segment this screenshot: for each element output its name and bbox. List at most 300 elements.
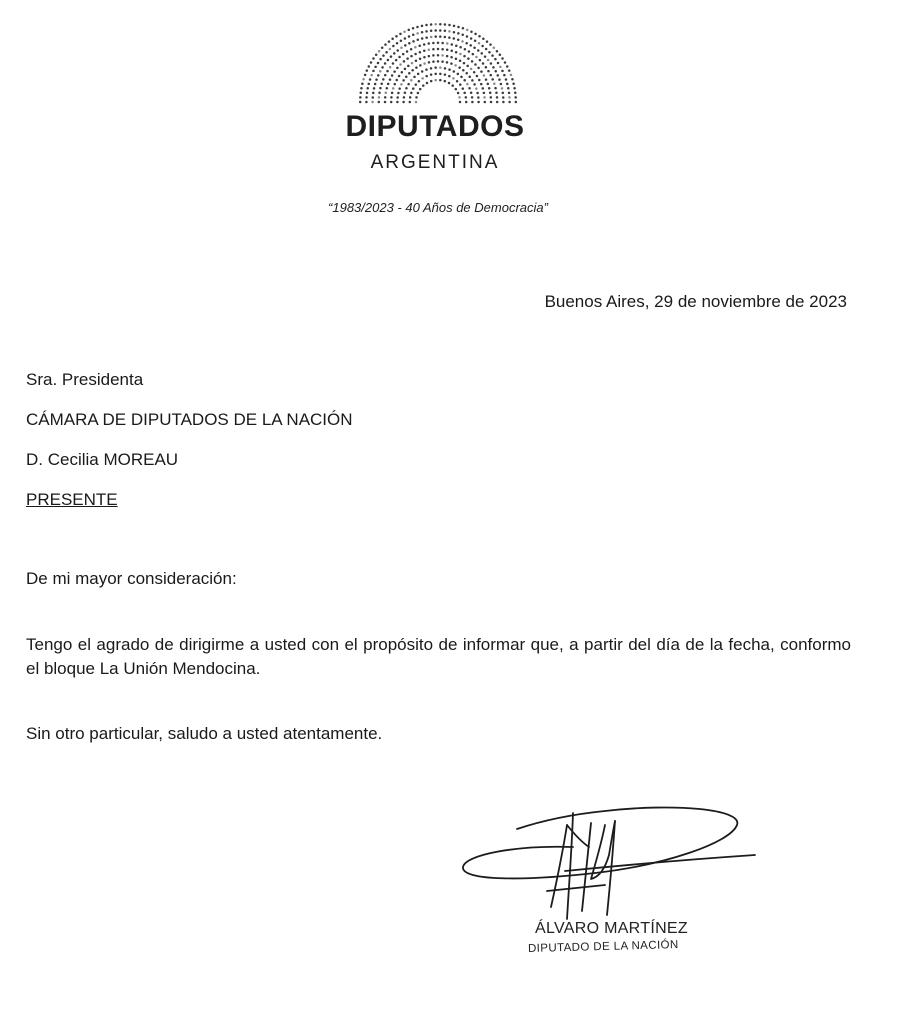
emblem-seat-dot	[401, 71, 404, 74]
emblem-seat-dot	[404, 37, 407, 40]
emblem-seat-dot	[471, 96, 474, 99]
emblem-seat-dot	[437, 60, 440, 63]
emblem-seat-dot	[378, 101, 381, 104]
emblem-seat-dot	[508, 96, 511, 99]
emblem-seat-dot	[379, 58, 382, 61]
emblem-seat-dot	[384, 96, 387, 99]
emblem-seat-dot	[378, 91, 381, 94]
emblem-seat-dot	[426, 82, 429, 85]
emblem-seat-dot	[483, 74, 486, 77]
emblem-seat-dot	[488, 51, 491, 54]
emblem-seat-dot	[415, 59, 418, 62]
emblem-seat-dot	[396, 96, 399, 99]
emblem-seat-dot	[448, 30, 451, 33]
emblem-seat-dot	[360, 92, 363, 95]
emblem-seat-dot	[437, 48, 440, 51]
emblem-seat-dot	[470, 31, 473, 34]
emblem-seat-dot	[432, 54, 435, 57]
emblem-seat-dot	[459, 101, 462, 104]
emblem-seat-dot	[477, 96, 480, 99]
emblem-seat-dot	[467, 57, 470, 60]
emblem-seat-dot	[452, 77, 455, 80]
emblem-seat-dot	[450, 62, 453, 65]
emblem-seat-dot	[453, 37, 456, 40]
emblem-seat-dot	[392, 87, 395, 90]
emblem-seat-dot	[391, 38, 394, 41]
emblem-seat-dot	[494, 70, 497, 73]
emblem-seat-dot	[468, 75, 471, 78]
emblem-seat-dot	[391, 92, 394, 95]
emblem-seat-dot	[508, 92, 511, 95]
emblem-seat-dot	[441, 48, 444, 51]
emblem-seat-dot	[483, 92, 486, 95]
emblem-seat-dot	[465, 96, 468, 99]
emblem-seat-dot	[377, 74, 380, 77]
emblem-seat-dot	[403, 31, 406, 34]
emblem-seat-dot	[398, 75, 401, 78]
emblem-seat-dot	[441, 60, 444, 63]
emblem-seat-dot	[457, 26, 460, 29]
emblem-seat-dot	[381, 47, 384, 50]
emblem-seat-dot	[379, 87, 382, 90]
emblem-seat-dot	[408, 72, 411, 75]
emblem-seat-dot	[409, 96, 412, 99]
emblem-seat-dot	[425, 68, 428, 71]
emblem-seat-dot	[439, 66, 442, 69]
emblem-seat-dot	[477, 67, 480, 70]
emblem-seat-dot	[392, 45, 395, 48]
emblem-seat-dot	[485, 78, 488, 81]
emblem-seat-dot	[502, 96, 505, 99]
emblem-seat-dot	[402, 101, 405, 104]
emblem-seat-dot	[412, 27, 415, 30]
emblem-seat-dot	[457, 92, 460, 95]
emblem-seat-dot	[419, 58, 422, 61]
emblem-seat-dot	[404, 91, 407, 94]
emblem-seat-dot	[444, 23, 447, 26]
emblem-seat-dot	[437, 54, 440, 57]
emblem-seat-dot	[453, 31, 456, 34]
emblem-seat-dot	[414, 46, 417, 49]
emblem-seat-dot	[499, 54, 502, 57]
emblem-seat-dot	[486, 40, 489, 43]
emblem-seat-dot	[395, 35, 398, 38]
addressee-chamber: CÁMARA DE DIPUTADOS DE LA NACIÓN	[26, 410, 353, 429]
emblem-seat-dot	[403, 60, 406, 63]
emblem-seat-dot	[419, 64, 422, 67]
emblem-seat-dot	[430, 80, 433, 83]
letter-closing: Sin otro particular, saludo a usted atentamente.	[26, 724, 383, 743]
emblem-seat-dot	[423, 50, 426, 53]
emblem-seat-dot	[400, 47, 403, 50]
emblem-seat-dot	[515, 101, 518, 104]
emblem-seat-dot	[418, 80, 421, 83]
emblem-seat-dot	[371, 101, 374, 104]
emblem-seat-dot	[480, 83, 483, 86]
emblem-seat-dot	[384, 62, 387, 64]
emblem-seat-dot	[389, 48, 392, 51]
emblem-seat-dot	[428, 55, 431, 58]
emblem-seat-dot	[459, 46, 462, 49]
emblem-seat-dot	[421, 37, 424, 40]
emblem-seat-dot	[423, 43, 426, 46]
emblem-seat-dot	[463, 79, 466, 82]
emblem-seat-dot	[385, 51, 388, 54]
emblem-seat-dot	[372, 96, 375, 99]
emblem-seat-dot	[494, 58, 497, 61]
emblem-seat-dot	[464, 48, 467, 51]
addressee-name: D. Cecilia MOREAU	[26, 450, 179, 469]
emblem-seat-dot	[470, 68, 473, 71]
emblem-seat-dot	[365, 96, 368, 99]
emblem-seat-dot	[430, 23, 433, 26]
emblem-seat-dot	[508, 101, 511, 104]
emblem-seat-dot	[396, 101, 399, 104]
emblem-seat-dot	[430, 67, 433, 70]
emblem-seat-dot	[430, 73, 433, 76]
addressee-title: Sra. Presidenta	[26, 370, 144, 389]
emblem-seat-dot	[390, 101, 393, 104]
emblem-seat-dot	[473, 83, 476, 86]
emblem-seat-dot	[370, 74, 373, 77]
emblem-seat-dot	[463, 92, 466, 95]
emblem-seat-dot	[448, 68, 451, 71]
emblem-seat-dot	[427, 42, 430, 45]
emblem-seat-dot	[490, 74, 493, 77]
emblem-seat-dot	[405, 75, 408, 78]
emblem-seat-dot	[513, 87, 516, 90]
emblem-seat-dot	[413, 76, 416, 79]
emblem-seat-dot	[487, 83, 490, 86]
emblem-seat-dot	[462, 69, 465, 72]
emblem-seat-dot	[421, 77, 424, 80]
emblem-seat-dot	[441, 42, 444, 45]
emblem-seat-dot	[395, 79, 398, 82]
emblem-seat-dot	[465, 42, 468, 45]
signer-role: DIPUTADO DE LA NACIÓN	[527, 939, 679, 955]
emblem-seat-dot	[497, 62, 500, 65]
emblem-seat-dot	[465, 72, 468, 75]
emblem-seat-dot	[458, 66, 461, 69]
emblem-seat-dot	[366, 87, 369, 90]
emblem-seat-dot	[425, 36, 428, 39]
emblem-seat-dot	[507, 87, 510, 90]
emblem-seat-dot	[466, 35, 469, 38]
emblem-seat-dot	[459, 59, 462, 62]
emblem-seat-dot	[388, 40, 391, 43]
emblem-seat-dot	[389, 78, 392, 81]
emblem-seat-dot	[368, 65, 371, 68]
emblem-seat-dot	[439, 29, 442, 32]
emblem-seat-dot	[457, 73, 460, 76]
emblem-seat-dot	[487, 70, 490, 73]
emblem-seat-dot	[498, 78, 501, 81]
emblem-seat-dot	[466, 29, 469, 32]
emblem-seat-dot	[463, 55, 466, 58]
emblem-seat-dot	[514, 96, 517, 99]
letterhead-motto: “1983/2023 - 40 Años de Democracia”	[328, 200, 548, 215]
emblem-seat-dot	[380, 82, 383, 85]
emblem-seat-dot	[359, 101, 362, 104]
emblem-seat-dot	[474, 63, 477, 66]
emblem-seat-dot	[396, 67, 399, 70]
emblem-seat-dot	[425, 75, 428, 78]
emblem-seat-dot	[493, 82, 496, 85]
emblem-seat-dot	[455, 51, 458, 54]
emblem-seat-dot	[421, 31, 424, 34]
emblem-seat-dot	[410, 92, 413, 95]
emblem-seat-dot	[423, 56, 426, 59]
letter-body: Tengo el agrado de dirigirme a usted con el propósito de informar que, a partir del día de la fecha, conformo el bloque La Unión Mendocina.	[26, 635, 851, 678]
emblem-seat-dot	[428, 61, 431, 64]
emblem-seat-dot	[488, 87, 491, 90]
emblem-seat-dot	[381, 66, 384, 69]
signer-name: ÁLVARO MARTÍNEZ	[535, 920, 688, 937]
emblem-seat-dot	[476, 75, 479, 78]
emblem-seat-dot	[437, 42, 440, 45]
emblem-seat-dot	[434, 29, 437, 32]
emblem-seat-dot	[373, 87, 376, 90]
emblem-seat-dot	[450, 50, 453, 53]
emblem-seat-dot	[492, 66, 495, 69]
emblem-seat-dot	[406, 57, 409, 60]
emblem-seat-dot	[385, 92, 388, 95]
emblem-seat-dot	[482, 38, 485, 41]
emblem-seat-dot	[417, 73, 420, 76]
emblem-seat-dot	[405, 87, 408, 90]
emblem-seat-dot	[425, 30, 428, 33]
emblem-seat-dot	[444, 73, 447, 76]
emblem-seat-dot	[408, 29, 411, 32]
emblem-seat-dot	[434, 73, 437, 76]
emblem-seat-dot	[375, 54, 378, 57]
emblem-seat-dot	[412, 34, 415, 37]
emblem-seat-dot	[472, 53, 475, 56]
emblem-seat-dot	[434, 35, 437, 38]
emblem-seat-dot	[448, 75, 451, 78]
emblem-seat-dot	[434, 66, 437, 69]
emblem-seat-dot	[451, 84, 454, 87]
emblem-seat-dot	[501, 87, 504, 90]
emblem-seat-dot	[389, 66, 392, 69]
emblem-seat-dot	[441, 54, 444, 57]
emblem-seat-dot	[489, 92, 492, 95]
emblem-seat-dot	[508, 69, 511, 72]
emblem-seat-dot	[478, 42, 481, 45]
emblem-seat-dot	[466, 83, 469, 86]
emblem-seat-dot	[469, 44, 472, 47]
emblem-seat-dot	[415, 101, 418, 104]
emblem-seat-dot	[415, 96, 418, 99]
emblem-seat-dot	[446, 55, 449, 58]
emblem-seat-dot	[456, 80, 459, 83]
emblem-seat-dot	[485, 66, 488, 69]
emblem-seat-dot	[439, 79, 442, 82]
emblem-seat-dot	[386, 70, 389, 73]
emblem-seat-dot	[398, 87, 401, 90]
emblem-seat-dot	[423, 62, 426, 65]
emblem-seat-dot	[475, 56, 478, 59]
emblem-seat-dot	[391, 74, 394, 77]
emblem-seat-dot	[505, 78, 508, 81]
emblem-seat-dot	[400, 83, 403, 86]
emblem-seat-dot	[483, 96, 486, 99]
emblem-seat-dot	[372, 57, 375, 60]
emblem-seat-dot	[378, 96, 381, 99]
emblem-seat-dot	[463, 62, 466, 64]
emblem-seat-dot	[446, 49, 449, 52]
emblem-seat-dot	[394, 83, 397, 86]
emblem-seat-dot	[499, 66, 502, 69]
emblem-seat-dot	[396, 49, 399, 52]
emblem-seat-dot	[369, 78, 372, 81]
emblem-seat-dot	[496, 50, 499, 53]
emblem-seat-dot	[471, 79, 474, 82]
emblem-seat-dot	[421, 70, 424, 73]
emblem-seat-dot	[451, 43, 454, 46]
emblem-seat-dot	[387, 59, 390, 62]
emblem-seat-dot	[487, 59, 490, 62]
emblem-seat-dot	[384, 74, 387, 77]
emblem-seat-dot	[398, 56, 401, 59]
emblem-seat-dot	[384, 43, 387, 46]
emblem-seat-dot	[395, 59, 398, 62]
emblem-seat-dot	[372, 92, 375, 95]
emblem-seat-dot	[455, 88, 458, 91]
emblem-seat-dot	[446, 42, 449, 45]
emblem-seat-dot	[392, 62, 395, 65]
emblem-seat-dot	[476, 92, 479, 95]
emblem-seat-dot	[360, 87, 363, 90]
emblem-seat-dot	[408, 35, 411, 38]
emblem-seat-dot	[478, 35, 481, 38]
emblem-seat-dot	[470, 91, 473, 94]
emblem-seat-dot	[477, 101, 480, 104]
emblem-seat-dot	[430, 29, 433, 32]
emblem-seat-dot	[410, 55, 413, 58]
emblem-seat-dot	[471, 60, 474, 63]
emblem-seat-dot	[444, 36, 447, 39]
emblem-seat-dot	[484, 55, 487, 58]
emblem-seat-dot	[370, 61, 373, 64]
emblem-seat-dot	[417, 39, 420, 42]
emblem-seat-dot	[402, 79, 405, 82]
emblem-seat-dot	[502, 101, 505, 104]
emblem-seat-dot	[446, 61, 449, 64]
emblem-seat-dot	[448, 82, 451, 85]
emblem-seat-dot	[365, 101, 368, 104]
letter-date: Buenos Aires, 29 de noviembre de 2023	[544, 292, 847, 311]
emblem-seat-dot	[444, 80, 447, 83]
emblem-seat-dot	[430, 36, 433, 39]
emblem-seat-dot	[454, 64, 457, 67]
emblem-seat-dot	[400, 40, 403, 43]
emblem-seat-dot	[419, 51, 422, 54]
emblem-seat-dot	[473, 71, 476, 74]
emblem-seat-dot	[397, 92, 400, 95]
emblem-seat-dot	[417, 92, 420, 95]
emblem-seat-dot	[502, 92, 505, 95]
institution-country: ARGENTINA	[370, 152, 500, 173]
emblem-seat-dot	[412, 87, 415, 90]
emblem-seat-dot	[407, 65, 410, 68]
emblem-seat-dot	[490, 101, 493, 104]
emblem-seat-dot	[461, 40, 464, 43]
emblem-seat-dot	[474, 33, 477, 36]
emblem-seat-dot	[432, 48, 435, 51]
emblem-seat-dot	[455, 58, 458, 61]
emblem-seat-dot	[374, 66, 377, 69]
emblem-seat-dot	[461, 34, 464, 37]
emblem-seat-dot	[495, 91, 498, 94]
emblem-seat-dot	[382, 54, 385, 57]
emblem-seat-dot	[465, 101, 468, 104]
emblem-seat-dot	[403, 96, 406, 99]
emblem-seat-dot	[484, 101, 487, 104]
emblem-seat-dot	[404, 68, 407, 71]
emblem-seat-dot	[466, 65, 469, 68]
emblem-seat-dot	[415, 66, 418, 69]
emblem-seat-dot	[477, 49, 480, 52]
emblem-seat-dot	[501, 57, 504, 60]
emblem-seat-dot	[459, 53, 462, 56]
emblem-seat-dot	[494, 87, 497, 90]
emblem-seat-dot	[439, 73, 442, 76]
emblem-seat-dot	[402, 53, 405, 56]
emblem-seat-dot	[481, 45, 484, 48]
emblem-seat-dot	[434, 23, 437, 26]
emblem-seat-dot	[359, 96, 362, 99]
emblem-seat-dot	[512, 82, 515, 85]
emblem-seat-dot	[372, 70, 375, 73]
emblem-seat-dot	[455, 44, 458, 47]
emblem-seat-dot	[432, 42, 435, 45]
emblem-seat-dot	[411, 69, 414, 72]
emblem-seat-dot	[415, 83, 418, 86]
emblem-seat-dot	[514, 92, 517, 95]
emblem-seat-dot	[504, 61, 507, 64]
emblem-seat-dot	[497, 74, 500, 77]
emblem-seat-dot	[439, 23, 442, 26]
emblem-seat-dot	[462, 87, 465, 90]
emblem-seat-dot	[362, 78, 365, 81]
emblem-seat-dot	[501, 70, 504, 73]
emblem-seat-dot	[491, 78, 494, 81]
emblem-seat-dot	[490, 96, 493, 99]
emblem-seat-dot	[416, 32, 419, 35]
emblem-seat-dot	[444, 67, 447, 70]
emblem-seat-dot	[496, 96, 499, 99]
emblem-seat-dot	[390, 55, 393, 58]
emblem-seat-dot	[470, 37, 473, 40]
emblem-seat-dot	[411, 62, 414, 64]
emblem-seat-dot	[489, 43, 492, 46]
emblem-seat-dot	[367, 83, 370, 86]
emblem-seat-dot	[448, 24, 451, 27]
emblem-seat-dot	[361, 82, 364, 85]
emblem-seat-dot	[382, 78, 385, 81]
emblem-seat-dot	[481, 52, 484, 55]
emblem-seat-dot	[485, 48, 488, 51]
emblem-seat-dot	[399, 63, 402, 66]
emblem-seat-dot	[480, 70, 483, 73]
emblem-seat-dot	[396, 42, 399, 45]
letter-greeting: De mi mayor consideración:	[26, 569, 237, 588]
emblem-seat-dot	[410, 79, 413, 82]
emblem-seat-dot	[474, 40, 477, 43]
emblem-seat-dot	[416, 26, 419, 29]
emblem-seat-dot	[500, 83, 503, 86]
